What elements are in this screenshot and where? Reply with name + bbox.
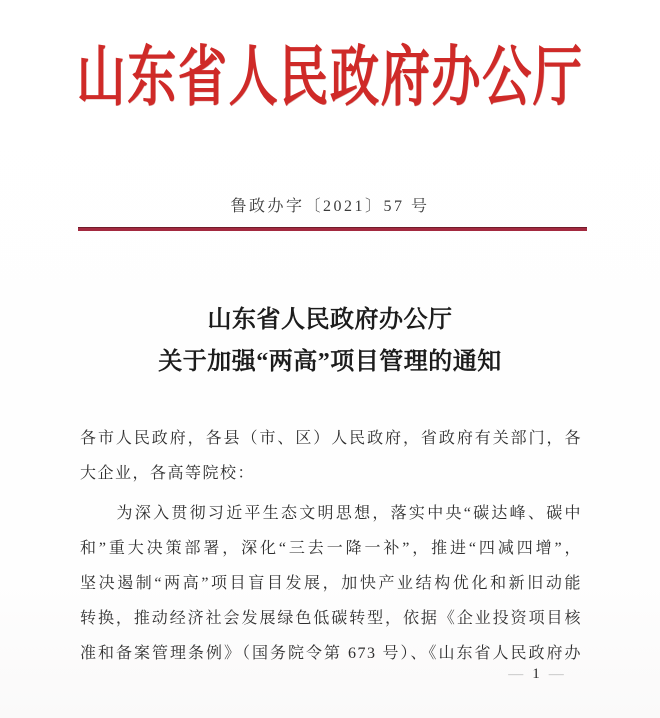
red-divider-rule <box>78 227 587 231</box>
page-number-dash-right: — <box>548 667 564 681</box>
document-title-line2: 关于加强“两高”项目管理的通知 <box>158 349 502 375</box>
letterhead-title-text: 山东省人民政府办公厅 <box>76 40 584 114</box>
salutation-line: 各市人民政府，各县（市、区）人民政府，省政府有关部门，各 <box>80 430 582 447</box>
salutation-line: 大企业，各高等院校： <box>80 465 256 482</box>
page-number: 1 <box>532 666 540 682</box>
document-body <box>80 421 582 671</box>
document-title-line1: 山东省人民政府办公厅 <box>207 307 453 333</box>
document-reference-number: 鲁政办字〔2021〕57 号 <box>230 198 430 215</box>
document-title <box>0 299 660 383</box>
body-line: 转换，推动经济社会发展绿色低碳转型，依据《企业投资项目核 <box>80 610 582 627</box>
page-number-footer <box>494 666 578 683</box>
page-number-dash-left: — <box>508 667 524 681</box>
body-line: 坚决遏制“两高”项目盲目发展，加快产业结构优化和新旧动能 <box>80 575 582 592</box>
letterhead-title <box>0 38 660 116</box>
body-line: 和”重大决策部署，深化“三去一降一补”，推进“四减四增”， <box>80 540 582 557</box>
body-line: 为深入贯彻习近平生态文明思想，落实中央“碳达峰、碳中 <box>80 505 582 522</box>
body-line: 准和备案管理条例》（国务院令第 673 号）、《山东省人民政府办 <box>80 645 582 662</box>
